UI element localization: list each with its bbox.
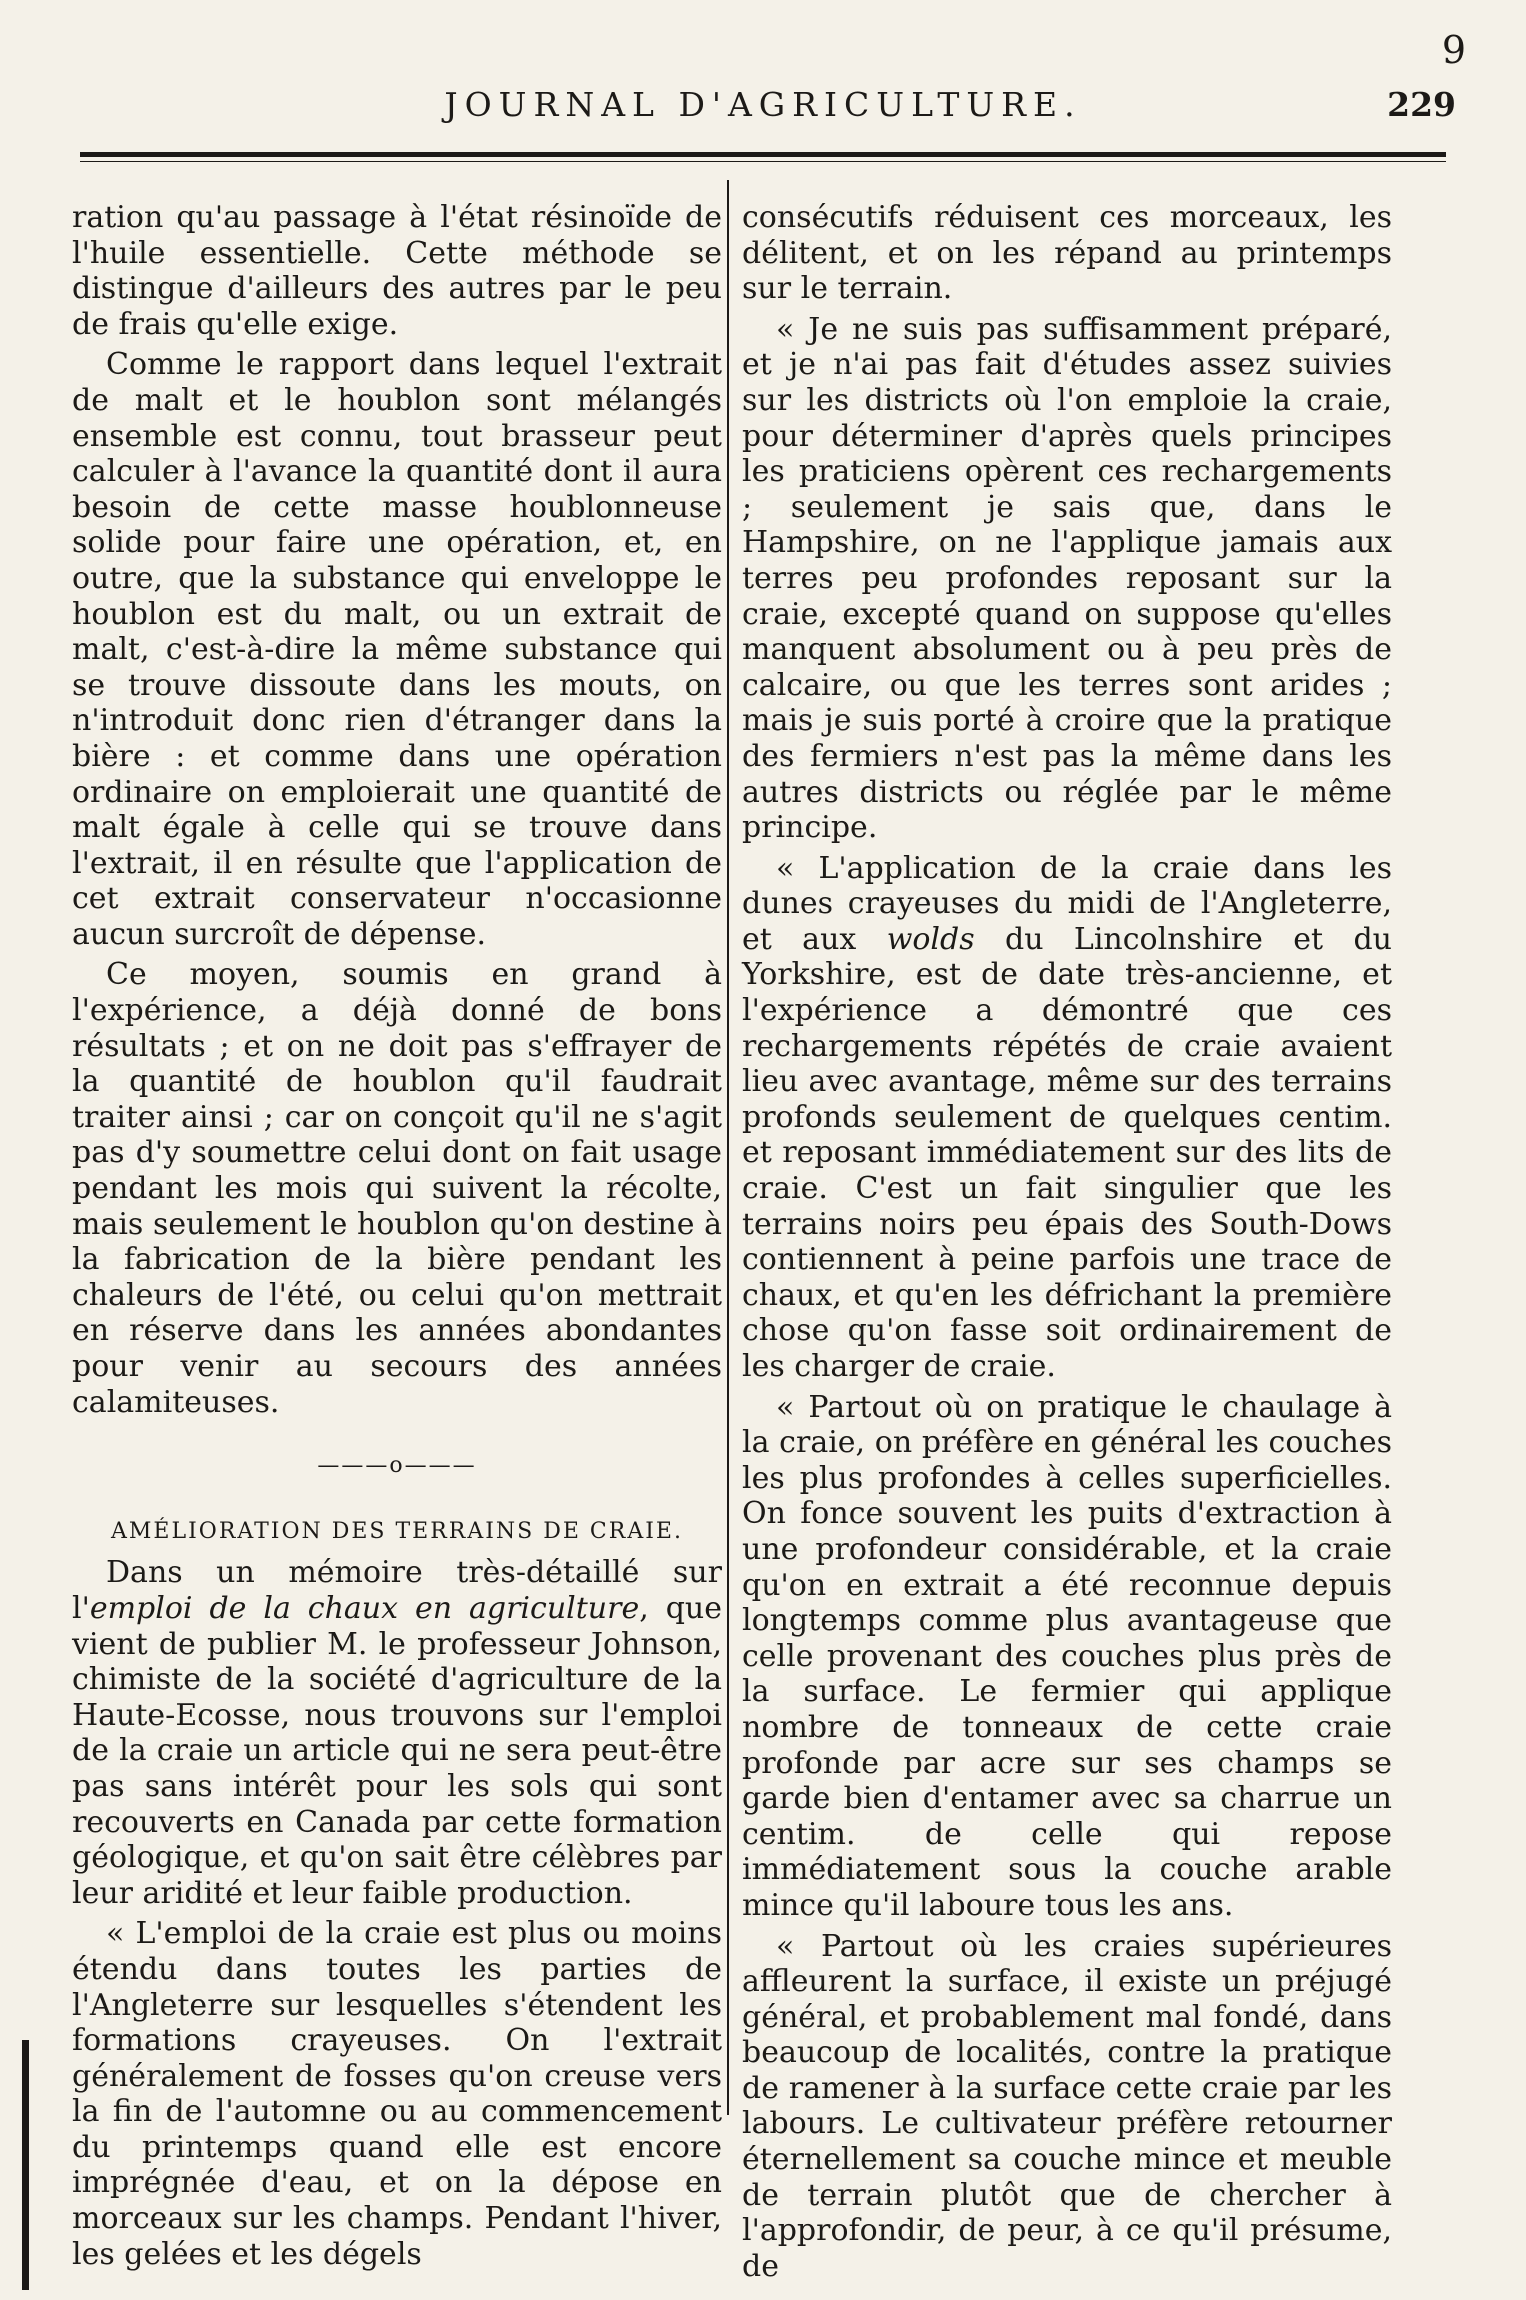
header-rule — [80, 152, 1446, 162]
paragraph: « Partout où on pratique le chaulage à la craie, on préfère en général les couches les plus profondes à celles superficielles. On fonce souvent les puits d'extraction à une profondeur considérable, et la craie qu'on en extrait a été reconnue depuis longtemps comme plus avantageuse que celle provenant des couches plus près de la surface. Le fermier qui applique nombre de tonneaux de cette craie profonde par acre sur ses champs se garde bien d'entamer avec sa charrue un centim. de celle qui repose immédiatement sous la couche arable mince qu'il laboure tous les ans. — [742, 1389, 1392, 1923]
right-column — [742, 200, 1392, 2289]
paragraph: consécutifs réduisent ces morceaux, les délitent, et on les répand au printemps sur le terrain. — [742, 200, 1392, 307]
running-header — [70, 80, 1456, 130]
margin-bar — [22, 2040, 29, 2290]
text-run: , que vient de publier M. le professeur Johnson, chimiste de la société d'agriculture de la Haute-Ecosse, nous trouvons sur l'emploi de la craie un article qui ne sera peut-être pas sans intérêt pour les sols qui sont recouverts en Canada par cette formation géologique, et qu'on sait être célèbres par leur aridité et leur faible production. — [72, 1590, 722, 1911]
paragraph: « Je ne suis pas suffisamment préparé, et je n'ai pas fait d'études assez suivies sur les districts où l'on emploie la craie, pour déterminer d'après quels principes les praticiens opèrent ces rechargements ; seulement je sais que, dans le Hampshire, on ne l'applique jamais aux terres peu profondes reposant sur la craie, excepté quand on suppose qu'elles manquent absolument ou à peu près de calcaire, ou que les terres sont arides ; mais je suis porté à croire que la pratique des fermiers n'est pas la même dans les autres districts ou réglée par le même principe. — [742, 311, 1392, 846]
text-run: du Lincolnshire et du Yorkshire, est de date très-ancienne, et l'expérience a démontré que ces rechargements répétés de craie avaient lieu avec avantage, même sur des terrains profonds seulement de quelques centim. et reposant immédiatement sur des lits de craie. C'est un fait singulier que les terrains noirs peu épais des South-Dows contiennent à peine parfois une trace de chaux, et qu'en les défrichant la première chose qu'on fasse soit ordinairement de les charger de craie. — [742, 921, 1392, 1384]
journal-title: JOURNAL D'AGRICULTURE. — [444, 85, 1082, 124]
section-title: AMÉLIORATION DES TERRAINS DE CRAIE. — [111, 1518, 683, 1544]
italic-title: emploi de la chaux en agriculture — [89, 1590, 640, 1626]
paragraph: ration qu'au passage à l'état résinoïde de l'huile essentielle. Cette méthode se distingue d'ailleurs des autres par le peu de frais qu'elle exige. — [72, 200, 722, 342]
section-ornament: ———o——— — [317, 1453, 477, 1479]
paragraph: Comme le rapport dans lequel l'extrait de malt et le houblon sont mélangés ensemble est connu, tout brasseur peut calculer à l'avance la quantité dont il aura besoin de cette masse houblonneuse solide pour faire une opération, et, en outre, que la substance qui enveloppe le houblon est du malt, ou un extrait de malt, c'est-à-dire la même substance qui se trouve dissoute dans les mouts, on n'introduit donc rien d'étranger dans la bière : et comme dans une opération ordinaire on emploierait une quantité de malt égale à celle qui se trouve dans l'extrait, il en résulte que l'application de cet extrait conservateur n'occasionne aucun surcroît de dépense. — [72, 347, 722, 952]
text-run: Dans un mémoire très-détaillé sur l' — [72, 1555, 722, 1626]
paragraph: « L'emploi de la craie est plus ou moins étendu dans toutes les parties de l'Angleterre sur lesquelles s'étendent les formations crayeuses. On l'extrait généralement de fosses qu'on creuse vers la fin de l'automne ou au commencement du printemps quand elle est encore imprégnée d'eau, et on la dépose en morceaux sur les champs. Pendant l'hiver, les gelées et les dégels — [72, 1916, 722, 2272]
paragraph — [742, 851, 1392, 1385]
paragraph — [72, 1555, 722, 1911]
paragraph: Ce moyen, soumis en grand à l'expérience, a déjà donné de bons résultats ; et on ne doit pas s'effrayer de la quantité de houblon qu'il faudrait traiter ainsi ; car on conçoit qu'il ne s'agit pas d'y soumettre celui dont on fait usage pendant les mois qui suivent la récolte, mais seulement le houblon qu'on destine à la fabrication de la bière pendant les chaleurs de l'été, ou celui qu'on mettrait en réserve dans les années abondantes pour venir au secours des années calamiteuses. — [72, 957, 722, 1420]
corner-mark: 9 — [1441, 28, 1466, 72]
column-divider — [727, 180, 729, 2115]
text-run: « L'application de la craie dans les dunes crayeuses du midi de l'Angleterre, et aux — [742, 850, 1392, 957]
italic-word: wolds — [886, 921, 975, 957]
left-column — [72, 200, 722, 2277]
paragraph: « Partout où les craies supérieures affleurent la surface, il existe un préjugé général, et probablement mal fondé, dans beaucoup de localités, contre la pratique de ramener à la surface cette craie par les labours. Le cultivateur préfère retourner éternellement sa couche mince et meuble de terrain plutôt que de chercher à l'approfondir, de peur, à ce qu'il présume, de — [742, 1928, 1392, 2284]
page-number: 229 — [1387, 85, 1456, 124]
